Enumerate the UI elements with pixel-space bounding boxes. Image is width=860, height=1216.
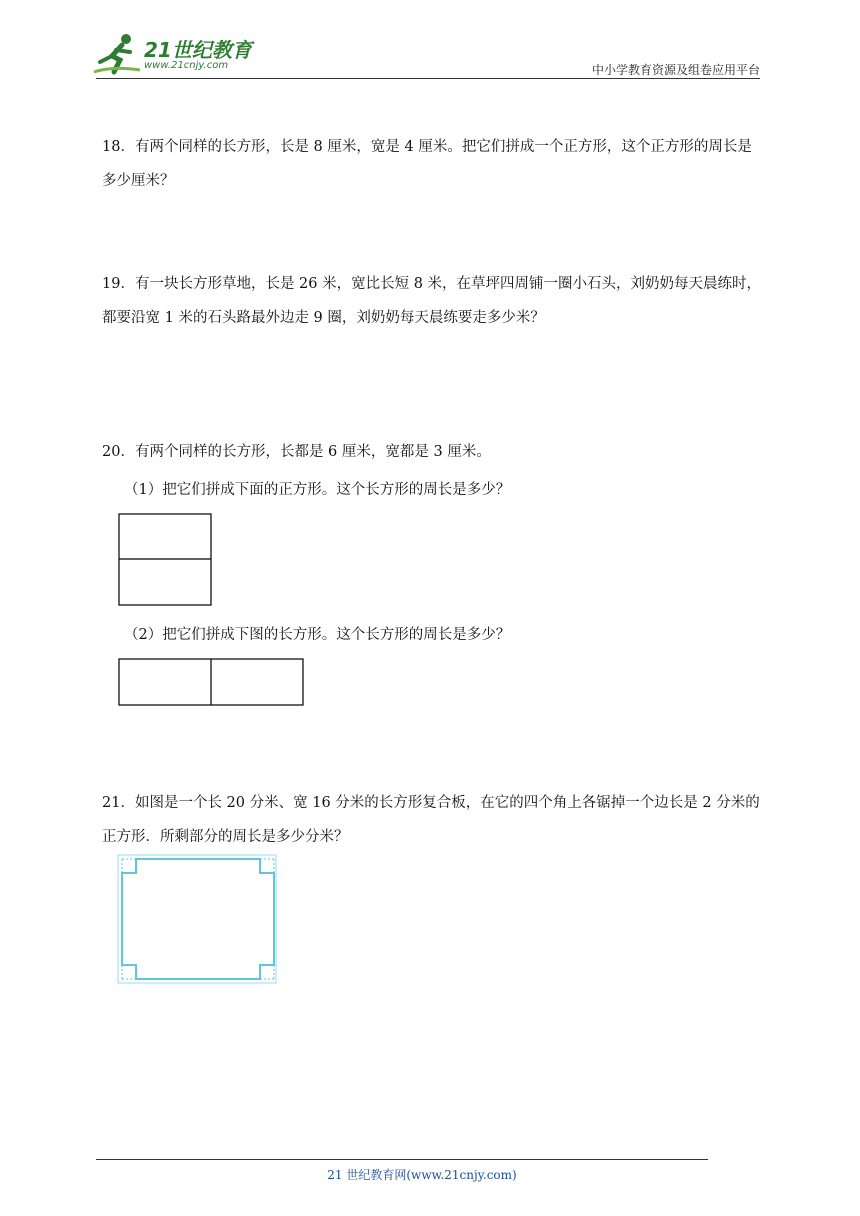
rectangle-figure (118, 658, 306, 708)
question-18: 18．有两个同样的长方形，长是 8 厘米，宽是 4 厘米。把它们拼成一个正方形，这个正方形的周长是多少厘米？ (102, 139, 752, 189)
question-20-part-2: （2）把它们拼成下图的长方形。这个长方形的周长是多少？ (124, 627, 511, 643)
cut-corner-dashed (122, 859, 274, 979)
board-figure (116, 853, 280, 987)
board-remaining-outline (122, 859, 274, 979)
footer-text: 21 世纪教育网(www.21cnjy.com) (327, 1168, 517, 1182)
site-logo (92, 32, 262, 80)
footer-divider (96, 1159, 708, 1160)
header-divider (96, 78, 760, 79)
footer (0, 1166, 860, 1183)
question-20-part-1: （1）把它们拼成下面的正方形。这个长方形的周长是多少？ (124, 482, 511, 498)
question-20: 20．有两个同样的长方形，长都是 6 厘米，宽都是 3 厘米。 (102, 444, 491, 460)
board-outer-frame (118, 855, 276, 983)
question-21: 21．如图是一个长 20 分米、宽 16 分米的长方形复合板，在它的四个角上各锯掉一个边长是 2 分米的正方形．所剩部分的周长是多少分米？ (102, 795, 760, 845)
square-figure (118, 513, 214, 607)
logo-url: www.21cnjy.com (144, 60, 229, 71)
header-platform-text: 中小学教育资源及组卷应用平台 (591, 63, 760, 77)
logo-name: 21世纪教育 (144, 38, 252, 62)
runner-logo-icon (92, 32, 142, 78)
question-19: 19．有一块长方形草地，长是 26 米，宽比长短 8 米，在草坪四周铺一圈小石头，刘奶奶每天晨练时，都要沿宽 1 米的石头路最外边走 9 圈，刘奶奶每天晨练要走多少米？ (102, 276, 762, 326)
